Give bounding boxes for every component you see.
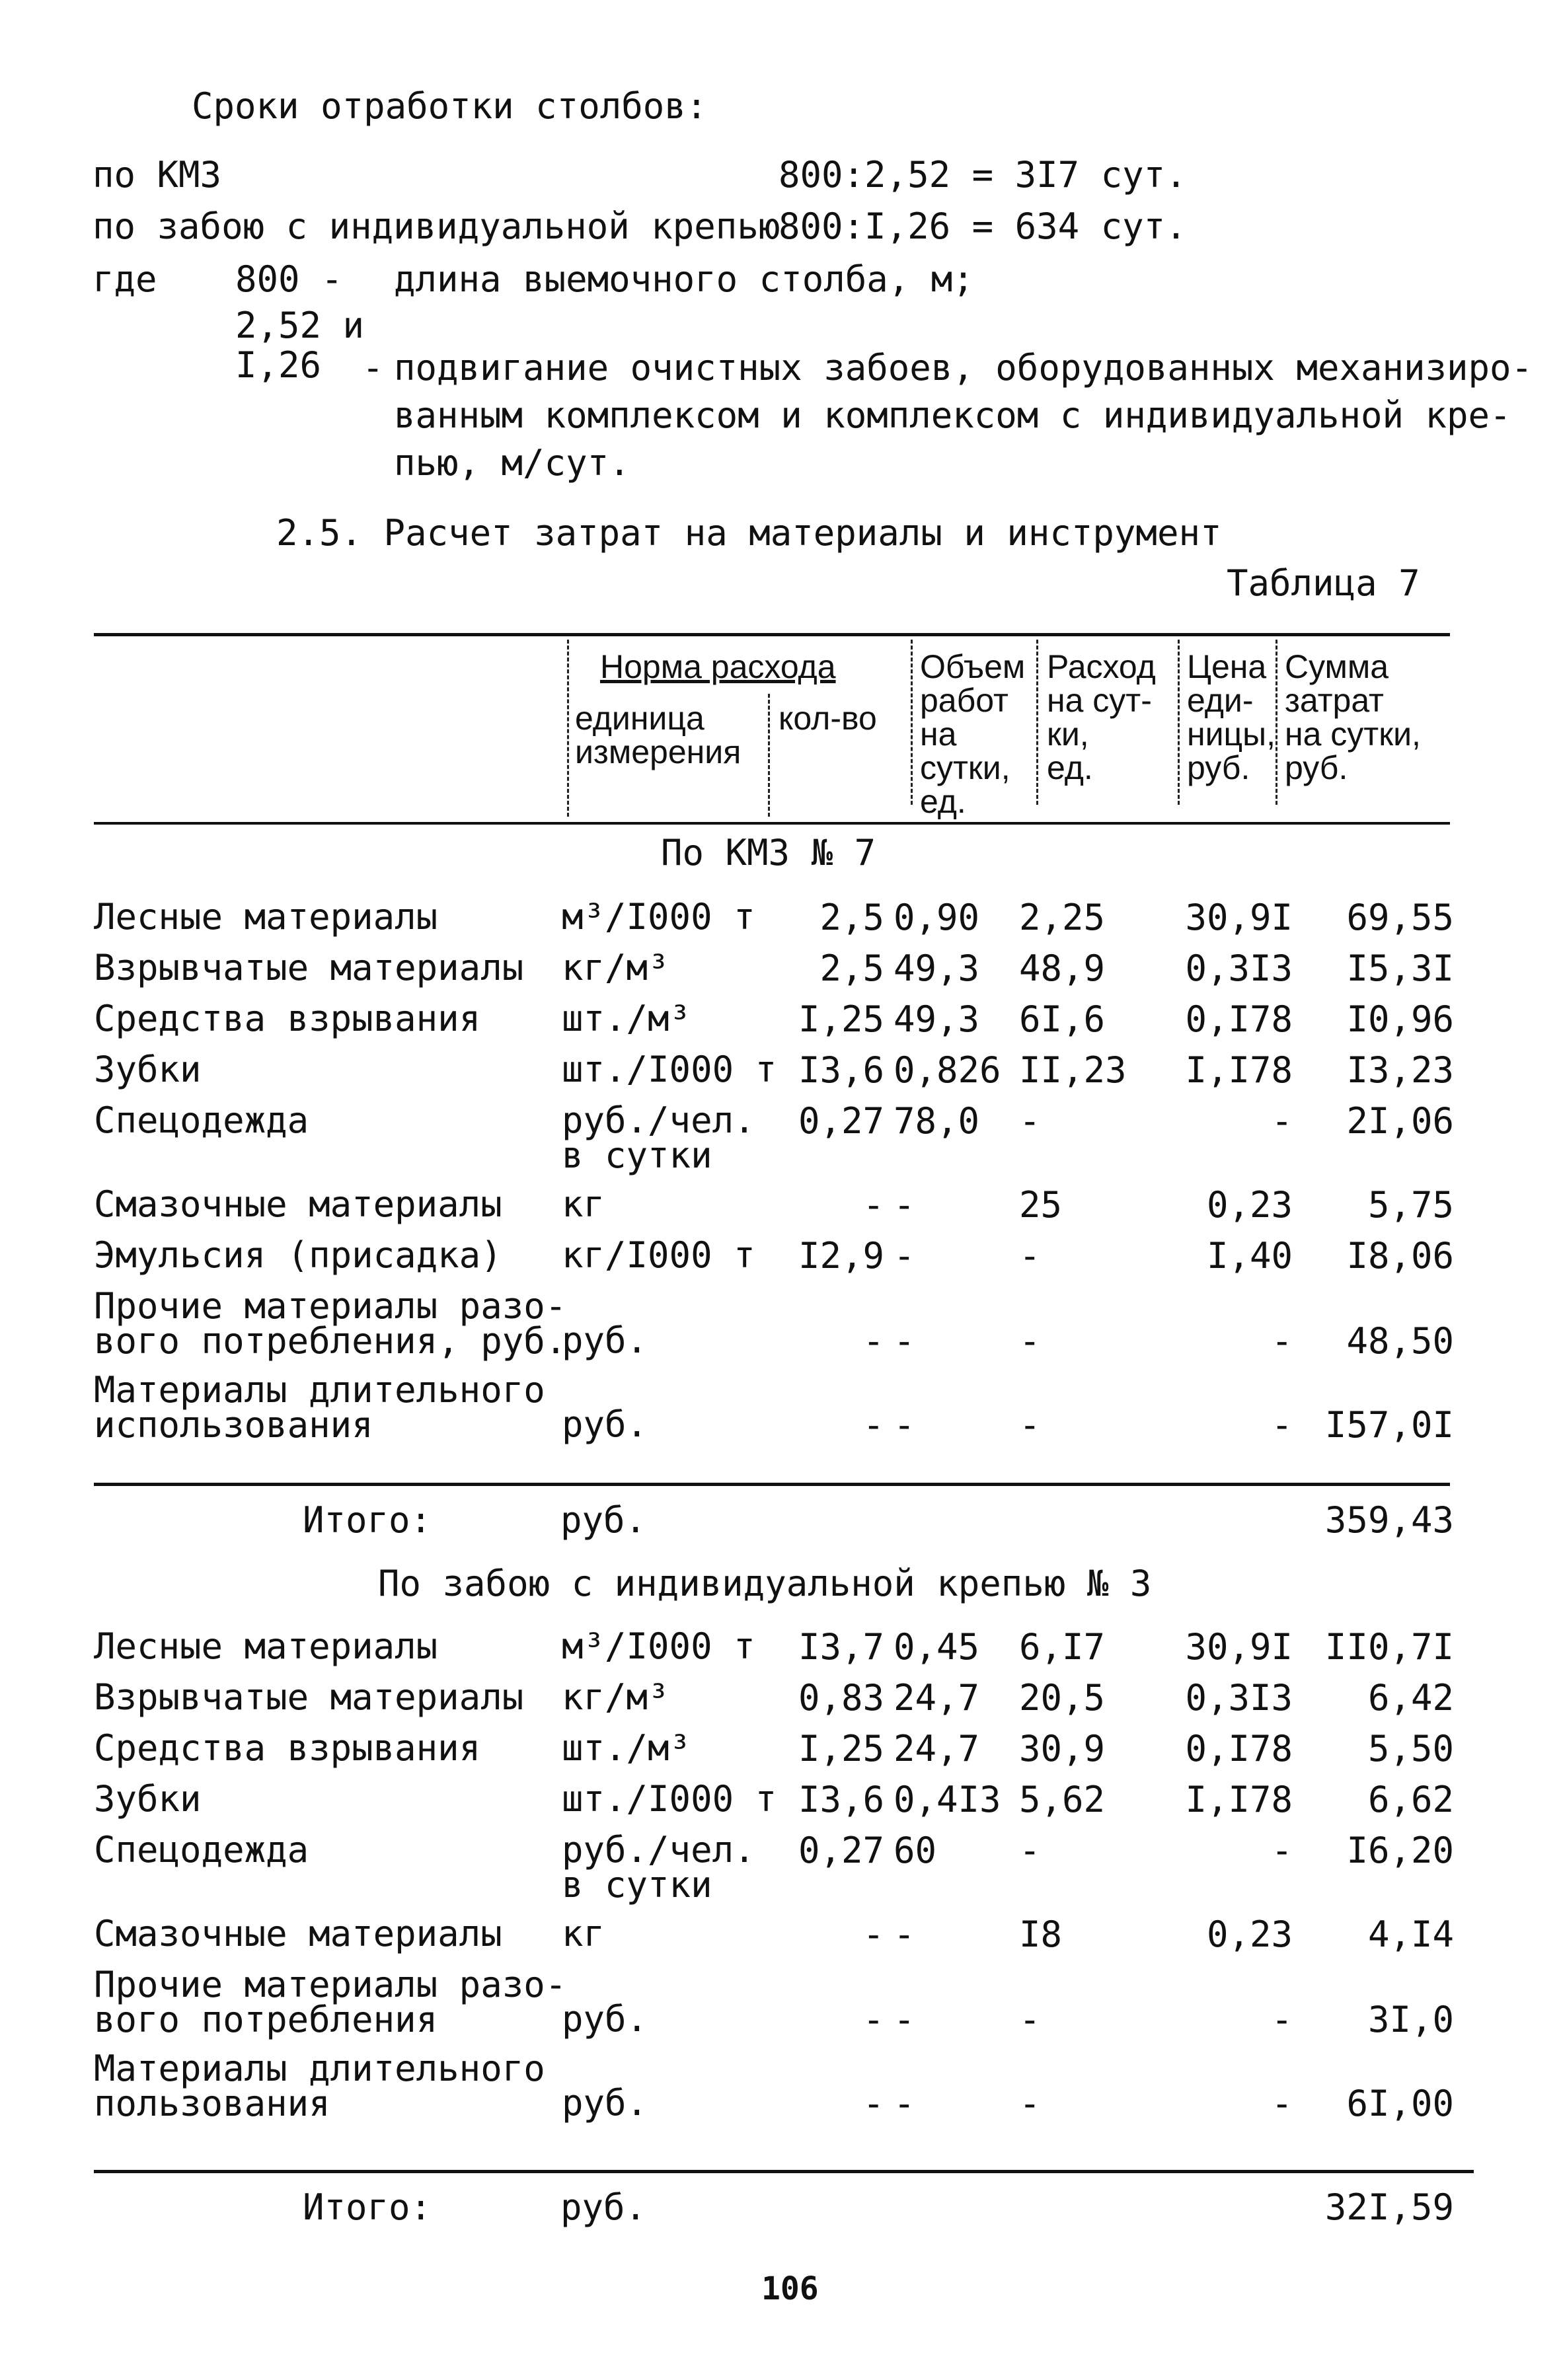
cell-name: Средства взрывания (94, 1727, 481, 1769)
cell-sum: 6I,00 (1346, 2083, 1454, 2124)
cell-qty: - (862, 1404, 884, 1446)
where2-value-a: 2,52 и (235, 305, 365, 346)
cell-sum: 48,50 (1346, 1320, 1454, 1362)
cell-cons: 48,9 (1019, 948, 1106, 989)
cell-volume: 0,45 (894, 1626, 980, 1668)
cell-price: 0,23 (1206, 1184, 1293, 1226)
cell-sum: I57,0I (1324, 1404, 1454, 1446)
cell-sum: 6,62 (1367, 1779, 1454, 1820)
cell-cons: - (1019, 1404, 1041, 1446)
cell-name: Лесные материалы (94, 896, 438, 938)
cell-unit: кг/м³ (562, 1676, 669, 1718)
cell-volume: 78,0 (894, 1100, 980, 1142)
cell-sum: 3I,0 (1367, 1999, 1454, 2040)
header-norm: Норма расхода (600, 648, 836, 685)
cell-unit: м³/I000 т (562, 1625, 755, 1667)
cell-sum: 5,50 (1367, 1728, 1454, 1769)
cell-sum: 5,75 (1367, 1184, 1454, 1226)
cell-name: Зубки (94, 1778, 202, 1820)
cell-sum: I3,23 (1346, 1049, 1454, 1091)
where2-description-1: подвигание очистных забоев, оборудованных механизиро- (394, 347, 1533, 389)
group1-total-sum: 359,43 (1324, 1499, 1454, 1541)
cell-qty: - (862, 1914, 884, 1955)
where-word: где (93, 258, 157, 300)
cell-unit: руб./чел. в сутки (562, 1099, 755, 1176)
cell-unit: шт./м³ (562, 1727, 691, 1769)
cell-unit: руб. (562, 1998, 648, 2040)
cell-qty: 2,5 (819, 948, 884, 989)
cell-name: Средства взрывания (94, 998, 481, 1039)
cell-unit: шт./I000 т (562, 1778, 777, 1820)
cell-sum: 2I,06 (1346, 1100, 1454, 1142)
cell-price: I,40 (1206, 1235, 1293, 1277)
cell-volume: - (894, 1999, 915, 2040)
group2-total-sum: 32I,59 (1324, 2186, 1454, 2228)
group2-total-unit: руб. (560, 2186, 647, 2228)
group1-total-label: Итого: (303, 1499, 432, 1541)
where2-value-b: I,26 (235, 344, 322, 386)
cell-unit: кг (562, 1183, 605, 1225)
cell-volume: 60 (894, 1830, 937, 1871)
cell-cons: - (1019, 1320, 1041, 1362)
cell-price: I,I78 (1185, 1049, 1293, 1091)
cell-sum: I0,96 (1346, 998, 1454, 1040)
cell-sum: I8,06 (1346, 1235, 1454, 1277)
cell-volume: - (894, 2083, 915, 2124)
group1-title: По КМЗ № 7 (661, 832, 876, 874)
where1-description: длина выемочного столба, м; (394, 258, 974, 300)
cell-qty: 0,27 (798, 1830, 884, 1871)
cell-volume: 24,7 (894, 1677, 980, 1719)
cell-price: 0,I78 (1185, 1728, 1293, 1769)
header-divider (567, 640, 569, 817)
intro-line1-label: по КМЗ (93, 154, 222, 196)
where2-description-3: пью, м/сут. (394, 442, 630, 484)
cell-price: 0,3I3 (1185, 948, 1293, 989)
header-divider (768, 694, 770, 817)
cell-qty: - (862, 1999, 884, 2040)
cell-price: I,I78 (1185, 1779, 1293, 1820)
header-qty: кол-во (779, 700, 877, 737)
group2-title: По забою с индивидуальной крепью № 3 (378, 1563, 1152, 1604)
cell-price: 0,23 (1206, 1914, 1293, 1955)
cell-qty: 2,5 (819, 897, 884, 938)
cell-cons: - (1019, 1830, 1041, 1871)
cell-sum: II0,7I (1324, 1626, 1454, 1668)
group1-total-rule (94, 1483, 1450, 1486)
cell-unit: м³/I000 т (562, 896, 755, 938)
cell-cons: - (1019, 1100, 1041, 1142)
cell-qty: - (862, 1184, 884, 1226)
cell-volume: - (894, 1404, 915, 1446)
cell-cons: 25 (1019, 1184, 1063, 1226)
cell-qty: I3,6 (798, 1049, 884, 1091)
cell-cons: 5,62 (1019, 1779, 1106, 1820)
cell-sum: I5,3I (1346, 948, 1454, 989)
cell-cons: 2,25 (1019, 897, 1106, 938)
cell-volume: 0,826 (894, 1049, 1001, 1091)
cell-name: Материалы длительного пользования (94, 2048, 545, 2124)
cell-unit: кг (562, 1913, 605, 1954)
intro-line1-calc: 800:2,52 = 3I7 сут. (779, 154, 1187, 196)
cell-unit: руб. (562, 1403, 648, 1445)
cell-unit: кг/I000 т (562, 1234, 755, 1276)
cell-name: Эмульсия (присадка) (94, 1234, 502, 1276)
cell-name: Лесные материалы (94, 1625, 438, 1667)
header-divider (1178, 640, 1180, 805)
cell-name: Материалы длительного использования (94, 1369, 545, 1446)
cell-volume: 0,90 (894, 897, 980, 938)
section-title: 2.5. Расчет затрат на материалы и инструмент (276, 512, 1222, 554)
cell-qty: I,25 (798, 998, 884, 1040)
cell-name: Смазочные материалы (94, 1913, 502, 1954)
cell-sum: 4,I4 (1367, 1914, 1454, 1955)
cell-unit: руб./чел. в сутки (562, 1829, 755, 1906)
header-price: Цена еди- ницы, руб. (1187, 648, 1276, 786)
cell-unit: шт./I000 т (562, 1049, 777, 1090)
cell-unit: руб. (562, 2082, 648, 2124)
cell-volume: - (894, 1320, 915, 1362)
header-sum: Сумма затрат на сутки, руб. (1285, 648, 1421, 786)
cell-cons: I8 (1019, 1914, 1063, 1955)
cell-qty: 0,27 (798, 1100, 884, 1142)
page-number: 106 (761, 2270, 819, 2307)
cell-cons: 20,5 (1019, 1677, 1106, 1719)
cell-name: Смазочные материалы (94, 1183, 502, 1225)
cell-cons: 6I,6 (1019, 998, 1106, 1040)
cell-volume: - (894, 1235, 915, 1277)
cell-name: Спецодежда (94, 1829, 309, 1871)
group2-total-label: Итого: (303, 2186, 432, 2228)
header-consumption: Расход на сут- ки, ед. (1047, 648, 1156, 786)
cell-sum: 6,42 (1367, 1677, 1454, 1719)
cell-sum: I6,20 (1346, 1830, 1454, 1871)
header-divider (1036, 640, 1038, 805)
table-label: Таблица 7 (1227, 562, 1420, 604)
cell-unit: кг/м³ (562, 947, 669, 988)
cell-price: - (1271, 1830, 1293, 1871)
cell-cons: 6,I7 (1019, 1626, 1106, 1668)
intro-line2-label: по забою с индивидуальной крепью (93, 205, 780, 247)
cell-qty: - (862, 1320, 884, 1362)
cell-name: Взрывчатые материалы (94, 1676, 524, 1718)
cell-cons: - (1019, 1235, 1041, 1277)
table-top-rule (94, 633, 1450, 636)
where2-dash: - (362, 347, 384, 389)
cell-price: - (1271, 1999, 1293, 2040)
cell-volume: - (894, 1914, 915, 1955)
cell-unit: шт./м³ (562, 998, 691, 1039)
cell-name: Зубки (94, 1049, 202, 1090)
cell-name: Взрывчатые материалы (94, 947, 524, 988)
cell-cons: - (1019, 2083, 1041, 2124)
cell-price: - (1271, 2083, 1293, 2124)
cell-qty: 0,83 (798, 1677, 884, 1719)
cell-cons: - (1019, 1999, 1041, 2040)
cell-name: Спецодежда (94, 1099, 309, 1141)
cell-price: - (1271, 1404, 1293, 1446)
where2-description-2: ванным комплексом и комплексом с индивидуальной кре- (394, 394, 1511, 436)
cell-volume: 0,4I3 (894, 1779, 1001, 1820)
cell-price: 30,9I (1185, 1626, 1293, 1668)
cell-price: - (1271, 1320, 1293, 1362)
cell-unit: руб. (562, 1320, 648, 1361)
cell-qty: I3,6 (798, 1779, 884, 1820)
header-unit: единица измерения (575, 700, 742, 770)
cell-qty: I2,9 (798, 1235, 884, 1277)
cell-volume: - (894, 1184, 915, 1226)
cell-cons: II,23 (1019, 1049, 1127, 1091)
intro-heading: Сроки отработки столбов: (192, 85, 708, 127)
cell-price: 30,9I (1185, 897, 1293, 938)
header-bottom-rule (94, 822, 1450, 825)
cell-volume: 49,3 (894, 948, 980, 989)
header-divider (911, 640, 913, 805)
cell-price: 0,I78 (1185, 998, 1293, 1040)
intro-line2-calc: 800:I,26 = 634 сут. (779, 205, 1187, 247)
where1-value: 800 - (235, 258, 343, 300)
cell-name: Прочие материалы разо- вого потребления, руб. (94, 1285, 567, 1362)
cell-qty: I3,7 (798, 1626, 884, 1668)
cell-volume: 24,7 (894, 1728, 980, 1769)
cell-sum: 69,55 (1346, 897, 1454, 938)
cell-qty: I,25 (798, 1728, 884, 1769)
cell-name: Прочие материалы разо- вого потребления (94, 1964, 567, 2040)
cell-volume: 49,3 (894, 998, 980, 1040)
group1-total-unit: руб. (560, 1499, 647, 1541)
cell-price: - (1271, 1100, 1293, 1142)
cell-qty: - (862, 2083, 884, 2124)
group2-total-rule (94, 2170, 1474, 2173)
header-volume: Объем работ на сутки, ед. (920, 648, 1026, 820)
cell-cons: 30,9 (1019, 1728, 1106, 1769)
header-divider (1275, 640, 1277, 805)
cell-price: 0,3I3 (1185, 1677, 1293, 1719)
